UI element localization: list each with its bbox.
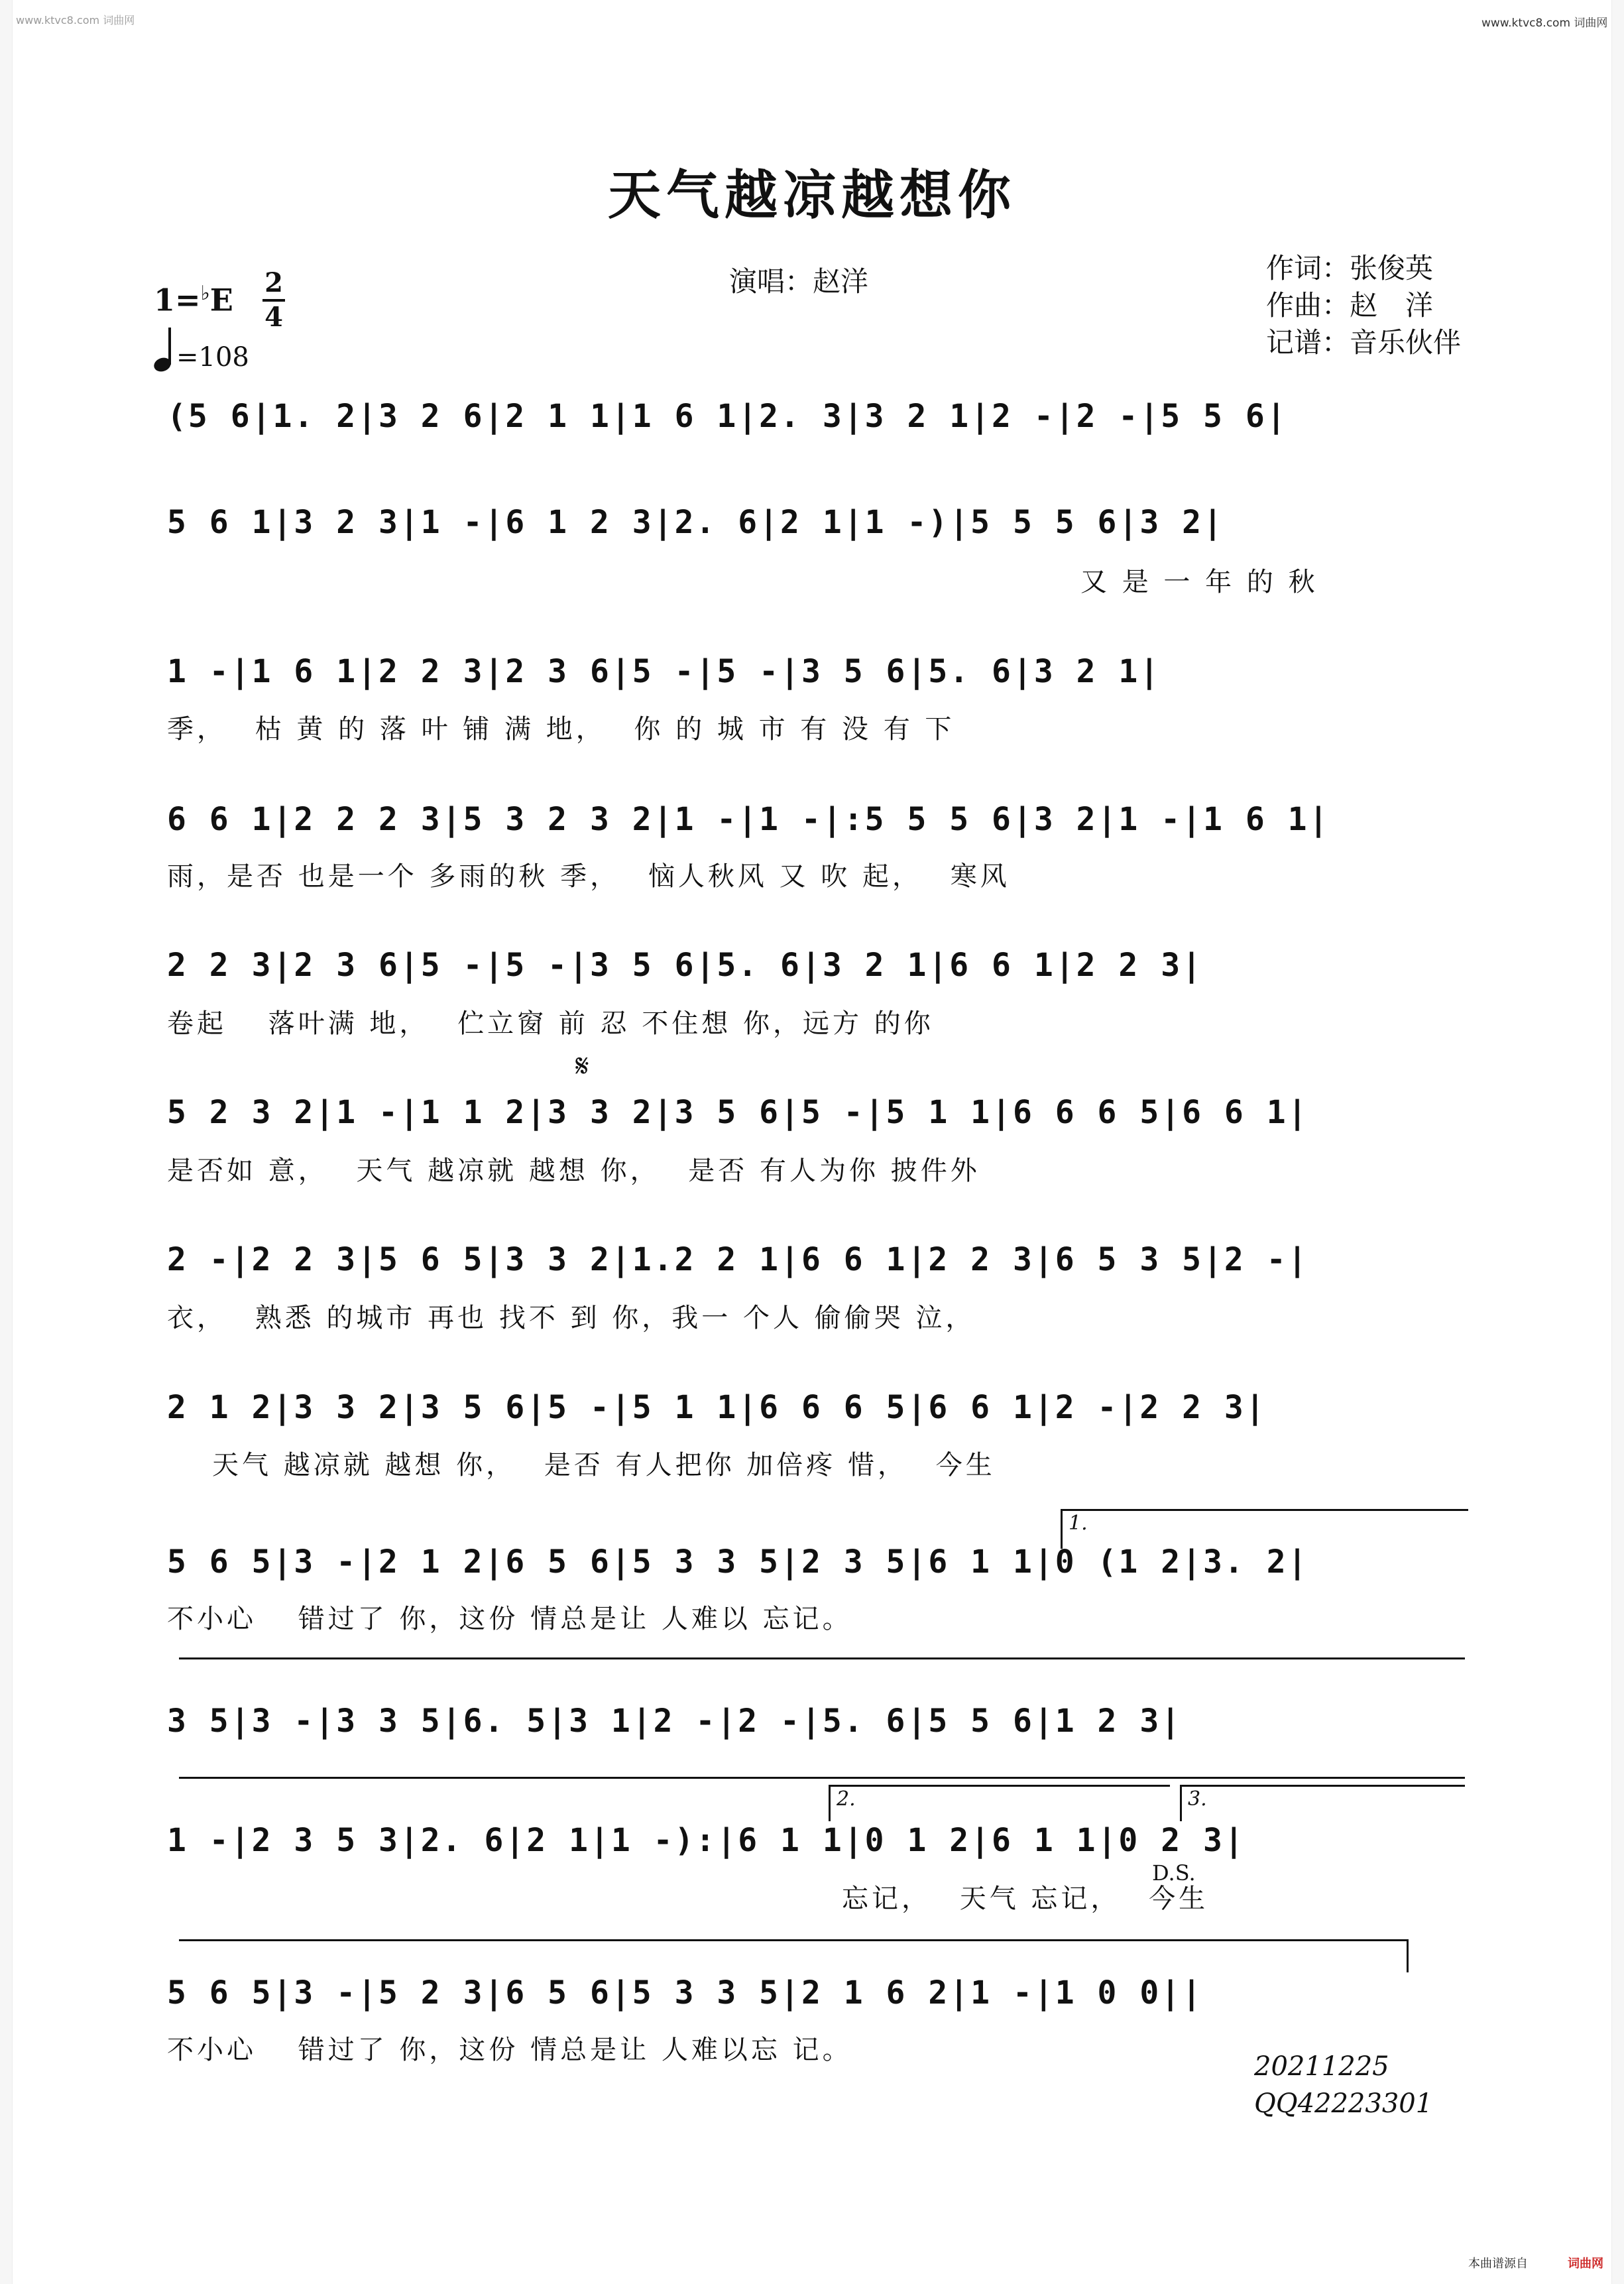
volta-3-bracket [1180,1785,1465,1787]
performer: 演唱：赵洋 [729,265,869,298]
score-line-5: 2 2 3|2 3 6|5 -|5 -|3 5 6|5. 6|3 2 1|6 6 1|2 2 3| [167,947,1204,984]
lyric-line-3: 季， 枯 黄 的 落 叶 铺 满 地， 你 的 城 市 有 没 有 下 [167,714,955,745]
volta-1-continuation [179,1657,1465,1659]
footer-brand[interactable]: 词曲网 [1568,2257,1603,2271]
volta-2-label: 2. [837,1787,856,1811]
date-stamp: 20211225 [1254,2051,1389,2082]
tiny-corner-mark: www.ktvc8.com 词曲网 [16,14,135,27]
score-line-8: 2 1 2|3 3 2|3 5 6|5 -|5 1 1|6 6 6 5|6 6 1|2 -|2 2 3| [167,1389,1267,1426]
lyric-line-6: 是否如 意， 天气 越凉就 越想 你， 是否 有人为你 披件外 [167,1156,980,1186]
score-line-4: 6 6 1|2 2 2 3|5 3 2 3 2|1 -|1 -|:5 5 5 6|3 2|1 -|1 6 1| [167,801,1330,838]
lyric-line-4: 雨，是否 也是一个 多雨的秋 季， 恼人秋风 又 吹 起， 寒风 [167,861,1010,892]
lyric-line-7: 衣， 熟悉 的城市 再也 找不 到 你，我一 个人 偷偷哭 泣， [167,1303,976,1333]
transcriber: 记谱：音乐伙伴 [1266,326,1462,359]
score-line-6: 5 2 3 2|1 -|1 1 2|3 3 2|3 5 6|5 -|5 1 1|6 6 6 5|6 6 1| [167,1094,1309,1131]
footer-source: 本曲谱源自 [1468,2257,1528,2271]
score-line-11: 1 -|2 3 5 3|2. 6|2 1|1 -):|6 1 1|0 1 2|6 1 1|0 2 3| [167,1822,1246,1859]
volta-3-label: 3. [1188,1787,1207,1811]
volta-3-continuation [179,1939,1409,1941]
song-title: 天气越凉越想你 [608,164,1016,226]
left-margin-strip [0,0,13,2284]
volta-3-end [1407,1939,1409,1972]
lyric-line-9: 不小心 错过了 你，这份 情总是让 人难以 忘记。 [167,1604,852,1634]
key-letter: E [209,282,233,318]
ds-mark: D.S. [1152,1860,1196,1886]
score-line-3: 1 -|1 6 1|2 2 3|2 3 6|5 -|5 -|3 5 6|5. 6|3 2 1| [167,653,1161,690]
score-line-12: 5 6 5|3 -|5 2 3|6 5 6|5 3 3 5|2 1 6 2|1 -|1 0 0|| [167,1974,1204,2012]
score-line-2: 5 6 1|3 2 3|1 -|6 1 2 3|2. 6|2 1|1 -)|5 5 5 6|3 2| [167,504,1224,541]
segno-sign: 𝄋 [575,1048,589,1085]
tempo-mark: =108 [176,342,249,373]
site-url[interactable]: www.ktvc8.com 词曲网 [1481,17,1608,30]
right-margin-strip [1611,0,1624,2284]
score-line-1: (5 6|1. 2|3 2 6|2 1 1|1 6 1|2. 3|3 2 1|2 -|2 -|5 5 6| [167,398,1288,435]
score-line-7: 2 -|2 2 3|5 6 5|3 3 2|1.2 2 1|6 6 1|2 2 3|6 5 3 5|2 -| [167,1241,1309,1278]
composer: 作曲：赵 洋 [1266,289,1434,322]
lyricist: 作词：张俊英 [1266,252,1434,284]
time-signature [262,269,285,332]
flat-symbol: ♭ [200,282,210,305]
volta-1-edge [1061,1509,1063,1549]
key-prefix: 1= [154,282,201,318]
volta-2-edge [829,1785,831,1821]
score-line-10: 3 5|3 -|3 3 5|6. 5|3 1|2 -|2 -|5. 6|5 5 6|1 2 3| [167,1703,1183,1740]
score-line-9: 5 6 5|3 -|2 1 2|6 5 6|5 3 3 5|2 3 5|6 1 1|0 (1 2|3. 2| [167,1543,1309,1581]
lyric-line-8: 天气 越凉就 越想 你， 是否 有人把你 加倍疼 惜， 今生 [212,1450,996,1480]
lyric-line-2: 又 是 一 年 的 秋 [1080,567,1318,597]
volta-1-bracket [1061,1509,1468,1511]
volta-1-label: 1. [1069,1512,1088,1535]
lyric-line-11: 忘记， 天气 忘记， 今生 [842,1884,1209,1914]
volta-3-edge [1180,1785,1182,1821]
qq-stamp: QQ42223301 [1254,2088,1433,2119]
time-bottom: 4 [264,302,283,333]
lyric-line-12: 不小心 错过了 你，这份 情总是让 人难以忘 记。 [167,2035,852,2065]
key-signature [154,282,233,318]
volta-1-continuation-2 [179,1777,1465,1779]
volta-2-bracket [829,1785,1170,1787]
time-top: 2 [264,267,283,298]
lyric-line-5: 卷起 落叶满 地， 伫立窗 前 忍 不住想 你，远方 的你 [167,1008,934,1039]
